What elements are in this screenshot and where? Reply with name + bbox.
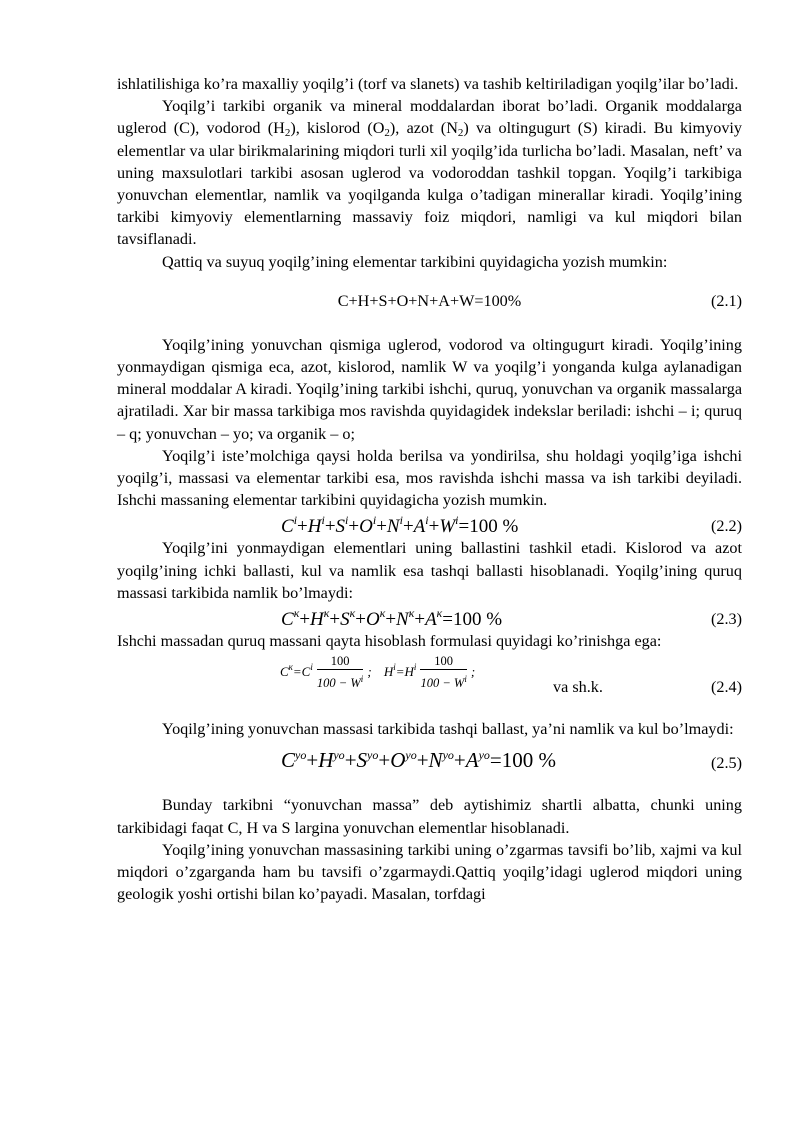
formula-term: $C^к=C^i$ (280, 662, 313, 680)
paragraph-4: Yoqilg’ining yonuvchan qismiga uglerod, vodorod va oltingugurt kiradi. Yoqilg’ining yonmaydigan qismiga eca, azot, kislorod, namlik W va yoqilg’i yonganda kulga aylanadigan mineral moddalar A kiradi. Yoqilg’ining tarkibi ishchi, quruq, yonuvchan va organik massalarga ajratiladi. Xar bir massa tarkibiga mos ravishda quyidagidek indekslar beriladi: ishchi – i; quruq – q; yonuvchan – yo; va organik – o; (117, 335, 742, 443)
formula-superscript: к (408, 606, 415, 621)
formula-operator: + (385, 609, 397, 631)
formula-superscript: i (372, 513, 377, 528)
equation-number: (2.1) (710, 291, 742, 310)
subscript: 2 (457, 127, 464, 140)
paragraph-6: Yoqilg’ini yonmaydigan elementlari uning ballastini tashkil etadi. Kislorod va azot yoqilg’ining ichki ballasti, kul va namlik esa tashqi ballasti hisoblanadi. Yoqilg’ining quruq massasi tarkibida namlik bo’lmaydi: (117, 539, 742, 602)
formula-superscript: к (379, 606, 386, 621)
formula-operator: + (355, 609, 366, 631)
formula: $C^к=C^i$ $\frac{100}{100 - W^i}$ ; $H^i=H^i$ $\frac{100}{100 - W^i}$ ; (280, 654, 476, 691)
equation-2-5 (117, 740, 742, 780)
formula-superscript: i (455, 513, 459, 528)
formula-operator: + (297, 516, 308, 538)
formula-term: $H^i=H^i$ (383, 662, 417, 680)
formula-term: N (396, 609, 409, 631)
text-run: Yoqilg’i tarkibi organik va mineral moddalardan iborat bo’ladi. Organik moddalarga uglerod (C), vodorod (H (117, 97, 742, 138)
formula-rhs: =100 % (489, 748, 556, 773)
equation-2-2 (117, 511, 742, 537)
formula-term: A (465, 748, 479, 773)
formula-operator: + (453, 748, 466, 773)
formula (281, 602, 502, 631)
formula-operator: + (416, 748, 429, 773)
formula-operator: + (329, 609, 341, 631)
formula-superscript: к (349, 606, 356, 621)
formula-superscript: yo (333, 748, 345, 763)
paragraph-7: Ishchi massadan quruq massani qayta hisoblash formulasi quyidagi ko’rinishga ega: (117, 632, 662, 651)
formula-term: O (390, 748, 406, 773)
formula-rhs: =100 % (442, 609, 503, 631)
formula-superscript: yo (442, 748, 454, 763)
text-run: ), azot (N (389, 119, 458, 138)
formula-superscript: к (323, 606, 330, 621)
equation-2-1 (117, 290, 742, 312)
formula-term: H (318, 748, 334, 773)
paragraph-10: Yoqilg’ining yonuvchan massasining tarkibi uning o’zgarmas tavsifi bo’lib, xajmi va kul miqdori o’zgarganda ham bu tavsifi o’zgarmaydi.Qattiq yoqilg’idagi uglerod miqdori uning geologik yoshi ortishi bilan ko’payadi. Masalan, torfdagi (117, 840, 742, 904)
paragraph-3: Qattiq va suyuq yoqilg’ining elementar tarkibini quyidagicha yozish mumkin: (162, 252, 668, 271)
formula-superscript: yo (295, 748, 307, 763)
formula-operator: + (344, 748, 357, 773)
formula-superscript: yo (367, 748, 379, 763)
formula-term: S (335, 516, 346, 538)
formula-term: A (425, 609, 437, 631)
equation-2-4 (117, 652, 742, 706)
formula-term: C (281, 516, 294, 538)
equation-number: (2.2) (710, 517, 742, 536)
formula-operator: + (306, 748, 319, 773)
formula-superscript: yo (405, 748, 417, 763)
formula-operator: + (414, 609, 426, 631)
formula-term: C (281, 609, 294, 631)
equation-number: (2.4) (710, 678, 742, 697)
paragraph-1: ishlatilishiga ko’ra maxalliy yoqilg’i (torf va slanets) va tashib keltiriladigan yoqilg’ilar bo’ladi. (117, 75, 739, 93)
document-page (117, 73, 742, 905)
formula-operator: + (402, 516, 414, 538)
equation-number: (2.5) (710, 754, 742, 773)
text-run: ) va oltingugurt (S) kiradi. Bu kimyoviy elementlar va ular birikmalarining miqdori turli xil yoqilg’ida turlicha bo’ladi. Masalan, neft’ va uning maxsulotlari tarkibi asosan uglerod va vodoroddan tashkil topgan. Yoqilg’i tarkibiga yonuvchan elementlar, namlik va yoqilganda kulga o’tadigan minerallar kiradi. Yoqilg’ining tarkibi kimyoviy elementlarning massaviy foiz miqdori, namligi va kul miqdori bilan tavsiflanadi. (117, 119, 743, 249)
formula-operator: + (324, 516, 336, 538)
formula-operator: + (376, 516, 387, 538)
paragraph-5: Yoqilg’i iste’molchiga qaysi holda berilsa va yondirilsa, shu holdagi yoqilg’iga ishchi yoqilg’i, massasi va elementar tarkibi esa, mos ravishda ishchi massa va ish tarkibi deyiladi. Ishchi massaning elementar tarkibini quyidagicha yozish mumkin. (117, 446, 742, 510)
formula-term: N (386, 516, 400, 538)
formula-term: A (413, 516, 426, 538)
formula-operator: + (428, 516, 440, 538)
equation-tail: va sh.k. (553, 678, 603, 697)
paragraph-8: Yoqilg’ining yonuvchan massasi tarkibida tashqi ballast, ya’ni namlik va kul bo’lmaydi: (162, 720, 734, 739)
formula-term: W (439, 516, 456, 538)
formula (281, 744, 556, 771)
equation-text: C+H+S+O+N+A+W=100% (337, 291, 522, 310)
paragraph-9: Bunday tarkibni “yonuvchan massa” deb aytishimiz shartli albatta, chunki uning tarkibidagi faqat C, H va S largina yonuvchan elementlar hisoblanadi. (117, 796, 742, 837)
text-run: ), kislorod (O (290, 119, 385, 138)
subscript: 2 (384, 127, 390, 140)
equation-number: (2.3) (710, 610, 742, 629)
fraction: $\frac{100}{100 - W^i}$ (420, 654, 467, 691)
formula-superscript: к (293, 606, 300, 621)
formula-superscript: yo (478, 748, 490, 763)
formula-term: H (310, 609, 324, 631)
formula-superscript: i (345, 513, 349, 528)
formula-term: S (340, 609, 350, 631)
formula-operator: + (378, 748, 391, 773)
subscript: 2 (284, 127, 291, 140)
paragraph-2 (117, 95, 742, 250)
formula-superscript: i (425, 513, 429, 528)
formula-term: S (356, 748, 368, 773)
formula-superscript: i (321, 513, 325, 528)
formula-operator: + (299, 609, 311, 631)
formula-operator: + (348, 516, 360, 538)
formula-term: N (428, 748, 443, 773)
formula-term: C (281, 748, 296, 773)
formula-superscript: i (399, 513, 403, 528)
formula-term: H (307, 516, 322, 538)
formula-superscript: к (436, 606, 443, 621)
formula (281, 509, 518, 538)
formula-term: O (359, 516, 373, 538)
fraction: $\frac{100}{100 - W^i}$ (316, 654, 364, 691)
equation-2-3 (117, 604, 742, 630)
formula-superscript: i (293, 513, 298, 528)
formula-term: O (365, 609, 380, 631)
formula-rhs: =100 % (458, 516, 519, 538)
